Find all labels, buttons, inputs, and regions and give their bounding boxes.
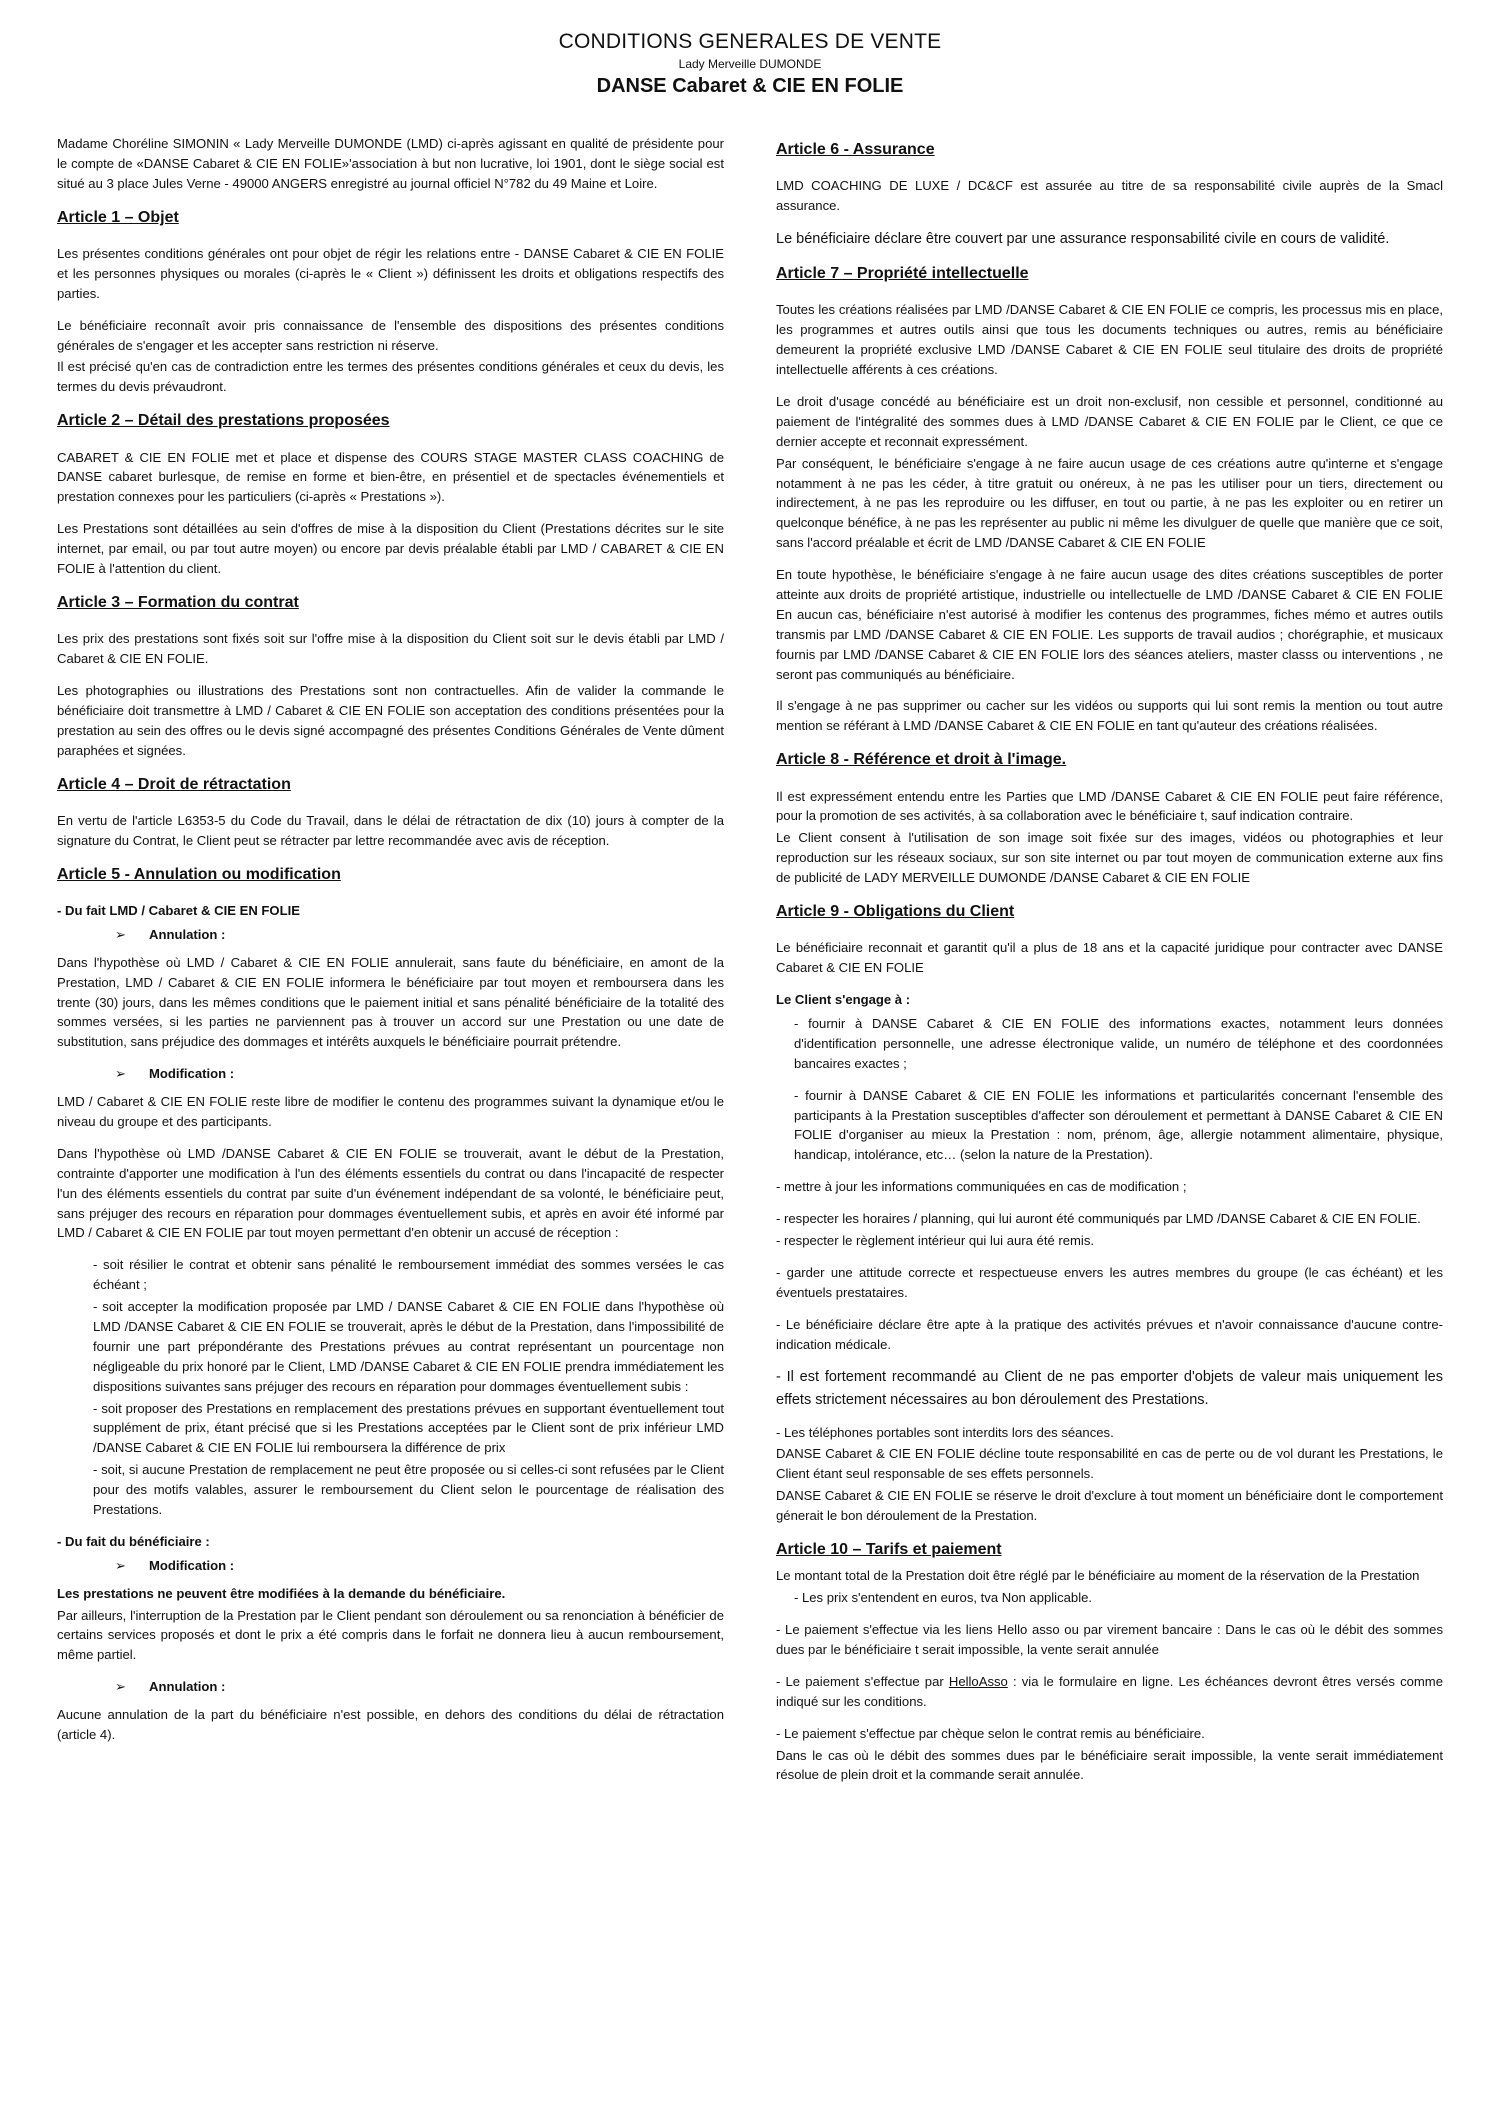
- document-title: CONDITIONS GENERALES DE VENTE: [558, 30, 942, 53]
- article-5-item-4: - soit, si aucune Prestation de remplacement ne peut être proposée ou si celles-ci sont refusées par le Client pour des motifs valables, assurer le remboursement du Client selon le pourcentage de réalisation des Prestations.: [93, 1462, 724, 1517]
- article-10-item-5: Dans le cas où le débit des sommes dues par le bénéficiaire serait impossible, la vente serait immédiatement résolue de plein droit et la commande serait annulée.: [776, 1747, 1443, 1783]
- article-9-item-9: - Les téléphones portables sont interdits lors des séances.: [776, 1424, 1114, 1440]
- brand-name: DANSE Cabaret & CIE EN FOLIE: [596, 75, 904, 97]
- arrow-bullet-icon: ➢: [115, 1557, 126, 1573]
- article-5-p6: Aucune annulation de la part du bénéficiaire n'est possible, en dehors des conditions du délai de rétractation (article 4).: [57, 1707, 724, 1742]
- article-4-p1: En vertu de l'article L6353-5 du Code du Travail, dans le délai de rétractation de dix (10) jours à compter de la signature du Contrat, le Client peut se rétracter par lettre recommandée avec avis de réception.: [57, 812, 724, 848]
- article-9-item-4: - respecter les horaires / planning, qui lui auront été communiqués par LMD /DANSE Cabaret & CIE EN FOLIE.: [776, 1211, 1421, 1227]
- article-8-p1: Il est expressément entendu entre les Parties que LMD /DANSE Cabaret & CIE EN FOLIE peut faire référence, pour la promotion de ses activités, à sa collaboration avec le bénéficiaire t, sauf indication contraire.: [776, 788, 1443, 824]
- right-column: [776, 134, 1443, 1797]
- article-9-p3: DANSE Cabaret & CIE EN FOLIE se réserve le droit d'exclure à tout moment un bénéficiaire dont le comportement génerait le bon déroulement de la Prestation.: [776, 1488, 1443, 1524]
- article-9-item-5: - respecter le règlement intérieur qui lui aura été remis.: [776, 1233, 1095, 1249]
- article-8-title: Article 8 - Référence et droit à l'image.: [776, 751, 1067, 769]
- article-2-title: Article 2 – Détail des prestations proposées: [57, 412, 390, 430]
- article-9-title: Article 9 - Obligations du Client: [776, 903, 1015, 921]
- document-header: [0, 0, 1500, 98]
- article-5-p5: Par ailleurs, l'interruption de la Prestation par le Client pendant son déroulement ou sa renonciation à bénéficier de certains services proposés et dont le prix a été compris dans le forfait ne donnera lieu à aucun remboursement, même partiel.: [57, 1607, 724, 1663]
- article-5-title: Article 5 - Annulation ou modification: [57, 865, 341, 883]
- article-7-p1: Toutes les créations réalisées par LMD /DANSE Cabaret & CIE EN FOLIE ce compris, les processus mis en place, les programmes et autres outils ainsi que tous les documents techniques ou autres, remis au bénéficiaire demeurent la propriété exclusive LMD /DANSE Cabaret & CIE EN FOLIE seul titulaire des droits de propriété intellectuelle afférents à ces créations.: [776, 302, 1443, 378]
- document-subtitle: Lady Merveille DUMONDE: [678, 57, 822, 71]
- article-7-p4: En toute hypothèse, le bénéficiaire s'engage à ne faire aucun usage des dites créations susceptibles de porter atteinte aux droits de propriété artistique, industrielle ou intellectuelle de LMD /DANSE Cabaret & CIE EN FOLIE En aucun cas, bénéficiaire n'est autorisé à modifier les contenus des programmes, fiches mémo et autres outils transmis par LMD /DANSE Cabaret & CIE EN FOLIE. Les supports de travail audios ; chorégraphie, et musicaux fournis par LMD /DANSE Cabaret & CIE EN FOLIE lors des séances ateliers, master classs ou interventions , ne seront pas communiqués au bénéficiaire.: [776, 567, 1443, 682]
- article-3-p1: Les prix des prestations sont fixés soit sur l'offre mise à la disposition du Client soit sur le devis établi par LMD / Cabaret & CIE EN FOLIE.: [57, 631, 724, 667]
- article-1-p2: Le bénéficiaire reconnaît avoir pris connaissance de l'ensemble des dispositions des présentes conditions générales de s'engager et les accepter sans restriction ni réserve.: [57, 317, 724, 353]
- article-5-item-3: - soit proposer des Prestations en remplacement des prestations prévues en supportant éventuellement tout supplément de prix, étant précisé que si les Prestations acceptées par le Client sont de prix inférieur LMD /DANSE Cabaret & CIE EN FOLIE lui remboursera la différence de prix: [93, 1400, 724, 1456]
- article-10-item-2: - Le paiement s'effectue via les liens Hello asso ou par virement bancaire : Dans le cas où le débit des sommes dues par le bénéficiaire t serait impossible, la vente serait annulée: [776, 1622, 1443, 1657]
- article-6-p1: LMD COACHING DE LUXE / DC&CF est assurée au titre de sa responsabilité civile auprès de la Smacl assurance.: [776, 178, 1443, 214]
- article-5-p2: LMD / Cabaret & CIE EN FOLIE reste libre de modifier le contenu des programmes suivant la dynamique et/ou le niveau du groupe et des participants.: [57, 1094, 724, 1129]
- article-5-p1: Dans l'hypothèse où LMD / Cabaret & CIE EN FOLIE annulerait, sans faute du bénéficiaire, en amont de la Prestation, LMD / Cabaret & CIE EN FOLIE informera le bénéficiaire par tout moyen et remboursera dans les trente (30) jours, dans les mêmes conditions que le paiement initial et sans pénalité bénéficiaire de la totalité des sommes versées, si les parties ne parviennent pas à trouver un accord sur une Prestation ou une date de substitution, sans préjudice des dommages et intérêts auxquels le bénéficiaire pourrait prétendre.: [57, 954, 724, 1050]
- arrow-bullet-icon: ➢: [115, 1679, 126, 1695]
- article-1-p1: Les présentes conditions générales ont pour objet de régir les relations entre - DANSE Cabaret & CIE EN FOLIE et les personnes physiques ou morales (ci-après le « Client ») définissent les droits et obligations respectifs des parties.: [57, 245, 724, 301]
- article-10-item-4: - Le paiement s'effectue par chèque selon le contrat remis au bénéficiaire.: [776, 1725, 1205, 1741]
- article-6-p2: Le bénéficiaire déclare être couvert par une assurance responsabilité civile en cours de validité.: [776, 231, 1390, 248]
- article-6-title: Article 6 - Assurance: [776, 141, 935, 158]
- article-5-p3: Dans l'hypothèse où LMD /DANSE Cabaret & CIE EN FOLIE se trouverait, avant le début de la Prestation, contrainte d'apporter une modification à l'un des éléments essentiels du contrat ou dans l'incapacité de respecter l'un des éléments essentiels du contrat par suite d'un événement indépendant de sa volonté, le bénéficiaire peut, sans préjuger des recours en réparation pour dommages éventuellement subis, et après en avoir été informé par LMD / Cabaret & CIE EN FOLIE par tout moyen permettant d'en obtenir un accusé de réception :: [57, 1145, 724, 1241]
- article-9-item-2: - fournir à DANSE Cabaret & CIE EN FOLIE les informations et particularités concernant l'ensemble des participants à la Prestation susceptibles d'affecter son déroulement et permettant à DANSE Cabaret & CIE EN FOLIE d'organiser au mieux la Prestation : nom, prénom, âge, allergie notamment alimentaire, physique, handicap, intolérance, etc… (selon la nature de la Prestation).: [794, 1087, 1443, 1163]
- article-5-item-1: - soit résilier le contrat et obtenir sans pénalité le remboursement immédiat des sommes versées le cas échéant ;: [93, 1257, 724, 1293]
- article-2-p1: CABARET & CIE EN FOLIE met et place et dispense des COURS STAGE MASTER CLASS COACHING de DANSE cabaret burlesque, de remise en forme et bien-être, en présentiel et de spectacles événementiels et prestation connexes pour les particuliers (ci-après « Prestations »).: [57, 449, 724, 505]
- article-5-item-2: - soit accepter la modification proposée par LMD / DANSE Cabaret & CIE EN FOLIE dans l'hypothèse où LMD /DANSE Cabaret & CIE EN FOLIE se trouverait, après le début de la Prestation, dans l'impossibilité de fournir une part prépondérante des Prestations prévues au contrat représentant un pourcentage non négligeable du prix honoré par le Client, LMD /DANSE Cabaret & CIE EN FOLIE prendra immédiatement les dispositions suivantes sans préjuger des recours en réparation pour dommages éventuellement subis :: [93, 1299, 724, 1394]
- article-8-p2: Le Client consent à l'utilisation de son image soit fixée sur des images, vidéos ou photographies et leur reproduction sur les réseaux sociaux, sur son site internet ou par tout moyen de communication externe aux fins de publicité de LADY MERVEILLE DUMONDE /DANSE Cabaret & CIE EN FOLIE: [776, 830, 1443, 886]
- article-7-p2: Le droit d'usage concédé au bénéficiaire est un droit non-exclusif, non cessible et personnel, conditionné au paiement de l'intégralité des sommes dues à LMD /DANSE Cabaret & CIE EN FOLIE par le Client, ce que ce dernier accepte et reconnait expressément.: [776, 394, 1443, 449]
- article-2-p2: Les Prestations sont détaillées au sein d'offres de mise à la disposition du Client (Prestations décrites sur le site internet, par email, ou par tout autre moyen) ou encore par devis préalable établi par LMD / CABARET & CIE EN FOLIE à l'attention du client.: [57, 521, 724, 576]
- article-7-p5: Il s'engage à ne pas supprimer ou cacher sur les vidéos ou supports qui lui sont remis la mention ou tout autre mention se référant à LMD /DANSE Cabaret & CIE EN FOLIE en tant qu'auteur des créations réalisées.: [776, 698, 1443, 734]
- article-9-item-8: - Il est fortement recommandé au Client de ne pas emporter d'objets de valeur mais uniquement les effets strictement nécessaires au bon déroulement des Prestations.: [776, 1369, 1443, 1408]
- article-9-p1: Le bénéficiaire reconnait et garantit qu'il a plus de 18 ans et la capacité juridique pour contracter avec DANSE Cabaret & CIE EN FOLIE: [776, 940, 1443, 976]
- article-3-p2: Les photographies ou illustrations des Prestations sont non contractuelles. Afin de valider la commande le bénéficiaire doit transmettre à LMD / Cabaret & CIE EN FOLIE son acceptation des conditions présentées pour la prestation au sein des offres ou le devis signé accompagné des présentes Conditions Générales de Vente dûment paraphées et signées.: [57, 682, 724, 758]
- article-10-item-3: - Le paiement s'effectue par HelloAsso : via le formulaire en ligne. Les échéances devront êtres versés comme indiqué sur les conditions.: [776, 1673, 1443, 1709]
- article-5-subsection-beneficiary: - Du fait du bénéficiaire :: [57, 1533, 210, 1549]
- article-1-title: Article 1 – Objet: [57, 208, 179, 226]
- article-9-item-7: - Le bénéficiaire déclare être apte à la pratique des activités prévues et n'avoir connaissance d'aucune contre-indication médicale.: [776, 1316, 1443, 1352]
- intro-paragraph: Madame Choréline SIMONIN « Lady Merveille DUMONDE (LMD) ci-après agissant en qualité de présidente pour le compte de «DANSE Cabaret & CIE EN FOLIE»'association à but non lucrative, loi 1901, dont le siège social est situé au 3 place Jules Verne - 49000 ANGERS enregistré au journal officiel N°782 du 49 Maine et Loire.: [57, 136, 724, 191]
- article-7-p3: Par conséquent, le bénéficiaire s'engage à ne faire aucun usage de ces créations autre qu'interne et s'engage notamment à ne pas les céder, à titre gratuit ou onéreux, à ne pas les utiliser pour un tiers, directement ou indirectement, à ne pas les reproduire ou les diffuser, en tout ou partie, à ne pas les exploiter ou en retirer un quelconque bénéfice, à ne pas les représenter au public ni même les divulguer de quelle que manière que ce soit, sans l'accord préalable et écrit de LMD /DANSE Cabaret & CIE EN FOLIE: [776, 455, 1443, 551]
- article-5-subsection-lmd: - Du fait LMD / Cabaret & CIE EN FOLIE: [57, 902, 300, 918]
- article-9-item-6: - garder une attitude correcte et respectueuse envers les autres membres du groupe (le cas échéant) et les éventuels prestataires.: [776, 1264, 1443, 1300]
- article-9-p2: DANSE Cabaret & CIE EN FOLIE décline toute responsabilité en cas de perte ou de vol durant les Prestations, le Client étant seul responsable de ses effets personnels.: [776, 1446, 1443, 1482]
- arrow-bullet-icon: ➢: [115, 926, 126, 942]
- modification-heading-2: ➢ Modification :: [115, 1556, 724, 1576]
- article-10-p1: Le montant total de la Prestation doit être réglé par le bénéficiaire au moment de la réservation de la Prestation: [776, 1568, 1420, 1584]
- article-7-title: Article 7 – Propriété intellectuelle: [776, 265, 1029, 283]
- article-9-item-3: - mettre à jour les informations communiquées en cas de modification ;: [776, 1179, 1187, 1195]
- article-9-subheading: Le Client s'engage à :: [776, 992, 911, 1008]
- annulation-heading-2: ➢ Annulation :: [115, 1677, 724, 1697]
- left-column: [57, 134, 724, 1797]
- article-10-item-1: - Les prix s'entendent en euros, tva Non applicable.: [794, 1590, 1093, 1606]
- article-4-title: Article 4 – Droit de rétractation: [57, 775, 291, 793]
- document-body: [57, 134, 1443, 1797]
- annulation-heading: ➢ Annulation :: [115, 925, 724, 945]
- modification-heading: ➢ Modification :: [115, 1064, 724, 1084]
- arrow-bullet-icon: ➢: [115, 1066, 126, 1082]
- article-10-title: Article 10 – Tarifs et paiement: [776, 1540, 1002, 1558]
- article-9-item-1: - fournir à DANSE Cabaret & CIE EN FOLIE des informations exactes, notamment leurs données d'identification personnelle, une adresse électronique valide, un numéro de téléphone et des coordonnées bancaires exactes ;: [794, 1016, 1443, 1071]
- helloasso-link[interactable]: HelloAsso: [948, 1673, 1008, 1689]
- article-5-p4: Les prestations ne peuvent être modifiées à la demande du bénéficiaire.: [57, 1585, 506, 1601]
- article-3-title: Article 3 – Formation du contrat: [57, 593, 299, 611]
- article-1-p3: Il est précisé qu'en cas de contradiction entre les termes des présentes conditions générales et ceux du devis, les termes du devis prévaudront.: [57, 359, 724, 395]
